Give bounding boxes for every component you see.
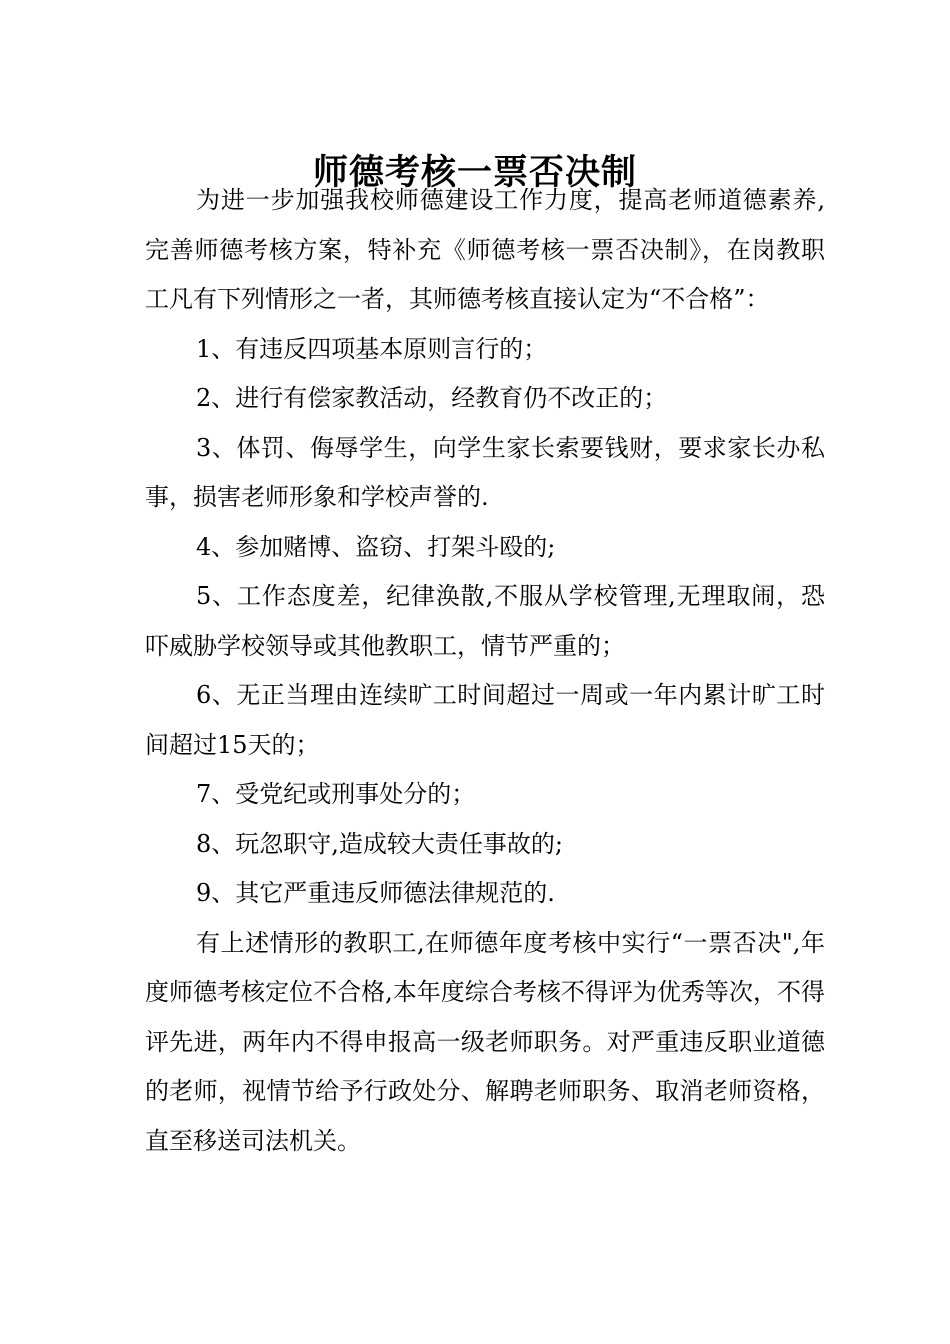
list-item-7: 7、受党纪或刑事处分的； bbox=[196, 780, 476, 808]
list-item-4: 4、参加赌博、盗窃、打架斗殴的; bbox=[196, 532, 556, 561]
list-item-1: 1、有违反四项基本原则言行的； bbox=[196, 334, 548, 363]
document-title: 师德考核一票否决制 bbox=[312, 152, 637, 194]
list-item-2: 2、进行有偿家教活动，经教育仍不改正的； bbox=[196, 384, 668, 412]
conclusion-paragraph: 有上述情形的教职工,在师德年度考核中实行“一票否决",年度师德考核定位不合格,本年度综合考核不得评为优秀等次，不得评先进，两年内不得申报高一级老师职务。对严重违反职业道德的老师，视情节给予行政处分、解聘老师职务、取消老师资格，直至移送司法机关。 bbox=[145, 928, 825, 1155]
intro-paragraph: 为进一步加强我校师德建设工作力度，提高老师道德素养,完善师德考核方案，特补充《师德考核一票否决制》，在岗教职工凡有下列情形之一者，其师德考核直接认定为“不合格”： bbox=[145, 186, 825, 313]
list-item-3: 3、体罚、侮辱学生，向学生家长索要钱财，要求家长办私事，损害老师形象和学校声誉的. bbox=[145, 433, 825, 511]
list-item-6: 6、无正当理由连续旷工时间超过一周或一年内累计旷工时间超过15天的； bbox=[145, 681, 825, 759]
list-item-8: 8、玩忽职守,造成较大责任事故的; bbox=[196, 829, 563, 858]
document-body bbox=[145, 176, 825, 1166]
list-item-5: 5、工作态度差，纪律涣散,不服从学校管理,无理取闹，恐吓威胁学校领导或其他教职工，情节严重的； bbox=[145, 582, 825, 660]
list-item-9: 9、其它严重违反师德法律规范的. bbox=[196, 879, 555, 907]
